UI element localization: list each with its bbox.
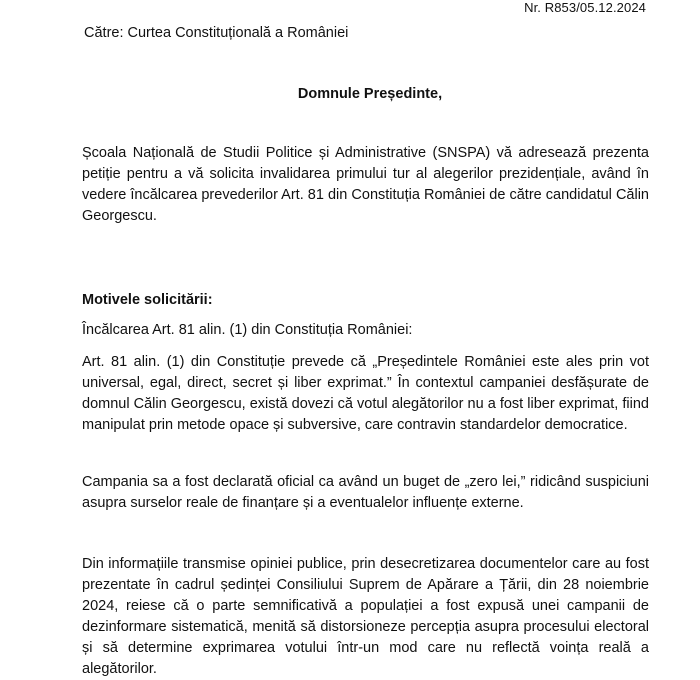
paragraph-information: Din informațiile transmise opiniei publice, prin desecretizarea documentelor care au fost prezentate în cadrul ședinței Consiliului Suprem de Apărare a Țării, din 28 noiembrie 2024, reiese că o parte semnificativă a populației a fost expusă unei campanii de dezinformare sistematică, menită să distorsioneze percepția asupra procesului electoral și să determine exprimarea votului într-un mod care nu reflectă voința reală a alegătorilor. [82,556,649,677]
salutation: Domnule Președinte, [297,86,443,102]
section-heading: Motivele solicitării: [82,292,213,308]
paragraph-budget: Campania sa a fost declarată oficial ca având un buget de „zero lei,” ridicând suspiciuni asupra surselor reale de finanțare și a eventualelor influențe externe. [82,474,649,511]
intro-paragraph: Școala Națională de Studii Politice și Administrative (SNSPA) vă adresează prezenta petiție pentru a vă solicita invalidarea primului tur al alegerilor prezidențiale, având în vedere încălcarea prevederilor Art. 81 din Constituția României de către candidatul Călin Georgescu. [82,145,649,224]
recipient-line: Către: Curtea Constituțională a României [84,25,349,41]
reference-number: Nr. R853/05.12.2024 [524,0,646,15]
subheading: Încălcarea Art. 81 alin. (1) din Constituția României: [82,322,413,338]
paragraph-art81: Art. 81 alin. (1) din Constituție prevede că „Președintele României este ales prin vot universal, egal, direct, secret și liber exprimat.” În contextul campaniei desfășurate de domnul Călin Georgescu, există dovezi că votul alegătorilor nu a fost liber exprimat, fiind manipulat prin metode opace și subversive, care contravin standardelor democratice. [82,354,649,433]
